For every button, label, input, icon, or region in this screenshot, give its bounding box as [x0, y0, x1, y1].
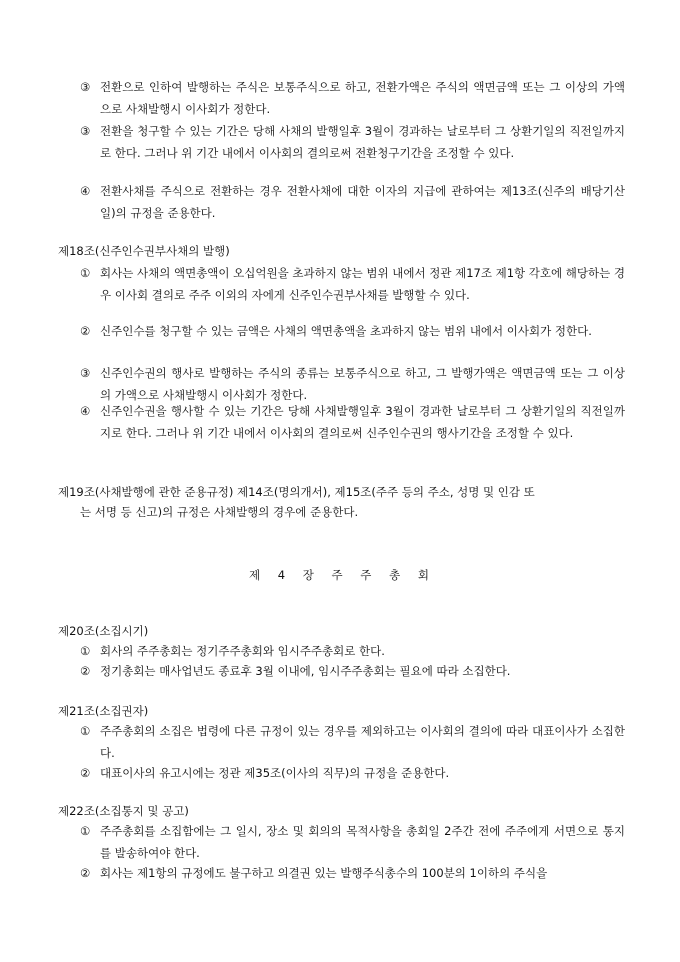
item-number: ③ — [80, 366, 91, 380]
item-text: 신주인수를 청구할 수 있는 금액은 사채의 액면총액을 초과하지 않는 범위 내에서 이사회가 정한다. — [100, 324, 592, 338]
article-20-heading: 제20조(소집시기) — [58, 624, 149, 638]
article-22-heading: 제22조(소집통지 및 공고) — [58, 804, 189, 818]
item-text: 전환사채를 주식으로 전환하는 경우 전환사채에 대한 이자의 지급에 관하여는 제13조(신주의 배당기산일)의 규정을 준용한다. — [100, 184, 625, 220]
item-number: ② — [80, 664, 91, 678]
list-item — [80, 862, 625, 884]
item-text: 전환을 청구할 수 있는 기간은 당해 사채의 발행일후 3월이 경과하는 날로부터 그 상환기일의 직전일까지로 한다. 그러나 위 기간 내에서 이사회의 결의로써 전환청구기간을 조정할 수 있다. — [100, 124, 625, 160]
item-text: 주주총회를 소집함에는 그 일시, 장소 및 회의의 목적사항을 총회일 2주간 전에 주주에게 서면으로 통지를 발송하여야 한다. — [100, 824, 625, 860]
item-number: ② — [80, 866, 91, 880]
item-text: 정기총회는 매사업년도 종료후 3월 이내에, 임시주주총회는 필요에 따라 소집한다. — [100, 664, 511, 678]
article-21-heading: 제21조(소집권자) — [58, 704, 149, 718]
item-number: ① — [80, 724, 91, 738]
item-text: 대표이사의 유고시에는 정관 제35조(이사의 직무)의 규정을 준용한다. — [100, 766, 450, 780]
item-number: ④ — [80, 184, 91, 198]
list-item — [80, 76, 625, 120]
list-item — [80, 660, 625, 682]
item-number: ③ — [80, 124, 91, 138]
item-text: 신주인수권의 행사로 발행하는 주식의 종류는 보통주식으로 하고, 그 발행가액은 액면금액 또는 그 이상의 가액으로 사채발행시 이사회가 정한다. — [100, 366, 625, 402]
article-18-heading: 제18조(신주인수권부사채의 발행) — [58, 244, 230, 258]
item-text: 주주총회의 소집은 법령에 다른 규정이 있는 경우를 제외하고는 이사회의 결의에 따라 대표이사가 소집한다. — [100, 724, 625, 760]
list-item — [80, 640, 625, 662]
item-text: 신주인수권을 행사할 수 있는 기간은 당해 사채발행일후 3월이 경과한 날로부터 그 상환기일의 직전일까지로 한다. 그러나 위 기간 내에서 이사회의 결의로써 신주인수권의 행사기간을 조정할 수 있다. — [100, 404, 625, 440]
list-item — [80, 400, 625, 444]
item-text: 회사의 주주총회는 정기주주총회와 임시주주총회로 한다. — [100, 644, 385, 658]
item-number: ③ — [80, 80, 91, 94]
item-number: ② — [80, 324, 91, 338]
item-text: 회사는 제1항의 규정에도 불구하고 의결권 있는 발행주식총수의 100분의 1이하의 주식을 — [100, 866, 548, 880]
chapter-heading: 제 4 장 주 주 총 회 — [249, 568, 431, 582]
item-number: ② — [80, 766, 91, 780]
article-19-line-1: 제19조(사채발행에 관한 준용규정) 제14조(명의개서), 제15조(주주 등의 주소, 성명 및 인감 또 — [58, 485, 535, 499]
list-item — [80, 262, 625, 306]
list-item — [80, 120, 625, 164]
item-text: 전환으로 인하여 발행하는 주식은 보통주식으로 하고, 전환가액은 주식의 액면금액 또는 그 이상의 가액으로 사채발행시 이사회가 정한다. — [100, 80, 625, 116]
item-number: ① — [80, 644, 91, 658]
list-item — [80, 720, 625, 764]
list-item — [80, 762, 625, 784]
article-19-line-2: 는 서명 등 신고)의 규정은 사채발행의 경우에 준용한다. — [80, 505, 359, 519]
item-text: 회사는 사채의 액면총액이 오십억원을 초과하지 않는 범위 내에서 정관 제17조 제1항 각호에 해당하는 경우 이사회 결의로 주주 이외의 자에게 신주인수권부사채를 발행할 수 있다. — [100, 266, 625, 302]
item-number: ④ — [80, 404, 91, 418]
list-item — [80, 180, 625, 224]
list-item — [80, 320, 625, 342]
item-number: ① — [80, 824, 91, 838]
list-item — [80, 820, 625, 864]
item-number: ① — [80, 266, 91, 280]
